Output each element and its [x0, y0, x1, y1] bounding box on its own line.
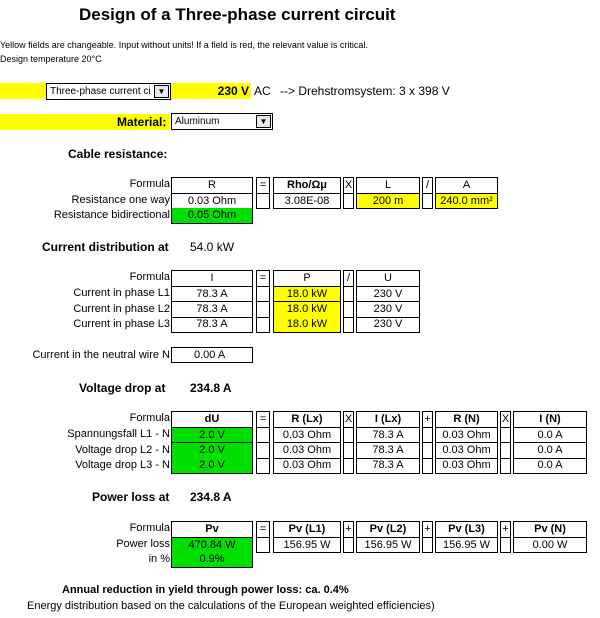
system-voltage[interactable]: 230 V — [217, 84, 249, 98]
phase-l1-voltage: 230 V — [356, 286, 420, 302]
voltage-drop-current: 234.8 A — [190, 381, 232, 395]
cable-length-input[interactable]: 200 m — [356, 193, 420, 209]
voltage-l3-rlx: 0.03 Ohm — [273, 458, 341, 474]
current-div-cell — [343, 286, 354, 302]
cable-x-cell — [343, 193, 354, 209]
power-loss-percent: 0.9% — [171, 552, 253, 568]
resistance-bidirectional-label: Resistance bidirectional — [53, 209, 170, 221]
current-header-p: P — [273, 270, 341, 286]
current-distribution-heading: Current distribution at — [42, 240, 169, 254]
note-yellow-fields: Yellow fields are changeable. Input without units! If a field is red, the relevant value is critical. — [0, 40, 368, 50]
voltage-l1-in: 0.0 A — [513, 427, 587, 443]
voltage-header-in: I (N) — [513, 411, 587, 427]
voltage-l2-rn: 0.03 Ohm — [435, 443, 498, 459]
power-loss-heading: Power loss at — [92, 490, 170, 504]
power-header-plus: + — [500, 521, 511, 537]
voltage-plus-cell — [422, 427, 433, 443]
power-loss-l1: 156.95 W — [273, 537, 341, 553]
energy-distribution-note: Energy distribution based on the calculations of the European weighted efficiencies) — [27, 600, 435, 612]
neutral-current-label: Current in the neutral wire N — [32, 349, 170, 361]
cable-header-l: L — [356, 177, 420, 193]
voltage-drop-l2-label: Voltage drop L2 - N — [75, 444, 170, 456]
voltage-drop-l1-label: Spannungsfall L1 - N — [67, 428, 170, 440]
phase-l3-voltage: 230 V — [356, 317, 420, 333]
power-plus-cell — [343, 537, 354, 553]
voltage-header-du: dU — [171, 411, 253, 427]
chevron-down-icon[interactable]: ▼ — [154, 85, 169, 98]
phase-l3-current: 78.3 A — [171, 317, 253, 333]
voltage-plus-cell — [422, 443, 433, 459]
power-header-l3: Pv (L3) — [435, 521, 498, 537]
current-header-u: U — [356, 270, 420, 286]
annual-reduction-text: Annual reduction in yield through power loss: ca. 0.4% — [62, 584, 349, 596]
voltage-x-cell — [500, 427, 511, 443]
cable-div-cell — [422, 193, 433, 209]
power-header-n: Pv (N) — [513, 521, 587, 537]
voltage-x-cell — [343, 458, 354, 474]
rho-value: 3.08E-08 — [273, 193, 341, 209]
phase-l2-voltage: 230 V — [356, 302, 420, 318]
cable-eq-cell — [256, 193, 270, 209]
voltage-plus-cell — [422, 458, 433, 474]
power-header-l2: Pv (L2) — [356, 521, 420, 537]
current-header-div: / — [343, 270, 354, 286]
power-loss-n: 0.00 W — [513, 537, 587, 553]
phase-l1-label: Current in phase L1 — [73, 287, 170, 299]
voltage-eq-cell — [256, 443, 270, 459]
power-loss-l3: 156.95 W — [435, 537, 498, 553]
chevron-down-icon[interactable]: ▼ — [256, 115, 271, 128]
material-label: Material: — [117, 115, 167, 129]
power-eq-cell — [256, 537, 270, 553]
voltage-l2-in: 0.0 A — [513, 443, 587, 459]
phase-l3-label: Current in phase L3 — [73, 318, 170, 330]
voltage-header-rlx: R (Lx) — [273, 411, 341, 427]
voltage-header-rn: R (N) — [435, 411, 498, 427]
voltage-x-cell — [500, 443, 511, 459]
resistance-one-way-label: Resistance one way — [71, 194, 170, 206]
voltage-x-cell — [343, 427, 354, 443]
phase-l2-label: Current in phase L2 — [73, 303, 170, 315]
current-eq-cell — [256, 302, 270, 318]
voltage-l2-rlx: 0.03 Ohm — [273, 443, 341, 459]
voltage-l1-rn: 0.03 Ohm — [435, 427, 498, 443]
power-formula-label: Formula — [129, 522, 170, 534]
voltage-l3-in: 0.0 A — [513, 458, 587, 474]
cable-header-eq: = — [256, 177, 270, 193]
voltage-formula-label: Formula — [129, 412, 170, 424]
power-header-eq: = — [256, 521, 270, 537]
cable-header-a: A — [435, 177, 498, 193]
current-formula-label: Formula — [129, 271, 170, 283]
power-header-plus: + — [343, 521, 354, 537]
power-loss-l2: 156.95 W — [356, 537, 420, 553]
power-loss-percent-label: in % — [148, 553, 170, 565]
current-header-eq: = — [256, 270, 270, 286]
current-eq-cell — [256, 317, 270, 333]
voltage-l2-ilx: 78.3 A — [356, 443, 420, 459]
neutral-current-value: 0.00 A — [171, 347, 253, 363]
cable-header-div: / — [422, 177, 433, 193]
voltage-drop-heading: Voltage drop at — [79, 381, 166, 395]
resistance-one-way-value: 0.03 Ohm — [171, 193, 253, 209]
voltage-header-x2: X — [501, 413, 510, 425]
material-dropdown[interactable] — [171, 113, 273, 130]
voltage-l1-rlx: 0.03 Ohm — [273, 427, 341, 443]
power-loss-label: Power loss — [116, 538, 170, 550]
power-loss-total: 470.84 W — [171, 537, 253, 553]
phase-l2-power-input[interactable]: 18.0 kW — [273, 302, 341, 318]
power-loss-current: 234.8 A — [190, 490, 232, 504]
system-type-dropdown[interactable] — [46, 83, 171, 100]
cable-header-r: R — [171, 177, 253, 193]
phase-l2-current: 78.3 A — [171, 302, 253, 318]
voltage-eq-cell — [256, 427, 270, 443]
current-div-cell — [343, 302, 354, 318]
phase-l3-power-input[interactable]: 18.0 kW — [273, 317, 341, 333]
voltage-l3-ilx: 78.3 A — [356, 458, 420, 474]
power-header-pv: Pv — [171, 521, 253, 537]
voltage-l3-rn: 0.03 Ohm — [435, 458, 498, 474]
cable-area-input[interactable]: 240.0 mm² — [435, 193, 498, 209]
power-header-l1: Pv (L1) — [273, 521, 341, 537]
material-value: Aluminum — [175, 116, 220, 127]
voltage-l1-ilx: 78.3 A — [356, 427, 420, 443]
voltage-x-cell — [343, 443, 354, 459]
voltage-header-ilx: I (Lx) — [356, 411, 420, 427]
cable-header-rho: Rho/Ωμ — [273, 177, 341, 193]
power-plus-cell — [422, 537, 433, 553]
current-eq-cell — [256, 286, 270, 302]
voltage-drop-l1-value: 2.0 V — [171, 427, 253, 443]
note-design-temperature: Design temperature 20°C — [0, 54, 102, 64]
voltage-drop-l2-value: 2.0 V — [171, 443, 253, 459]
drehstrom-system-text: --> Drehstromsystem: 3 x 398 V — [280, 84, 450, 98]
system-voltage-unit: AC — [254, 84, 271, 98]
resistance-bidirectional-value: 0.05 Ohm — [171, 208, 253, 224]
system-type-value: Three-phase current ci — [50, 86, 151, 97]
cable-formula-label: Formula — [129, 178, 170, 190]
voltage-header-plus: + — [422, 411, 433, 427]
power-plus-cell — [500, 537, 511, 553]
current-distribution-power: 54.0 kW — [190, 240, 235, 254]
page-title: Design of a Three-phase current circuit — [79, 5, 396, 24]
power-header-plus: + — [422, 521, 433, 537]
voltage-header-eq: = — [256, 411, 270, 427]
phase-l1-power-input[interactable]: 18.0 kW — [273, 286, 341, 302]
voltage-drop-l3-value: 2.0 V — [171, 458, 253, 474]
voltage-drop-l3-label: Voltage drop L3 - N — [75, 459, 170, 471]
current-div-cell — [343, 317, 354, 333]
voltage-eq-cell — [256, 458, 270, 474]
cable-resistance-heading: Cable resistance: — [68, 147, 168, 161]
voltage-header-x1: X — [344, 413, 353, 425]
phase-l1-current: 78.3 A — [171, 286, 253, 302]
voltage-x-cell — [500, 458, 511, 474]
current-header-i: I — [171, 270, 253, 286]
cable-header-x: X — [344, 179, 353, 191]
